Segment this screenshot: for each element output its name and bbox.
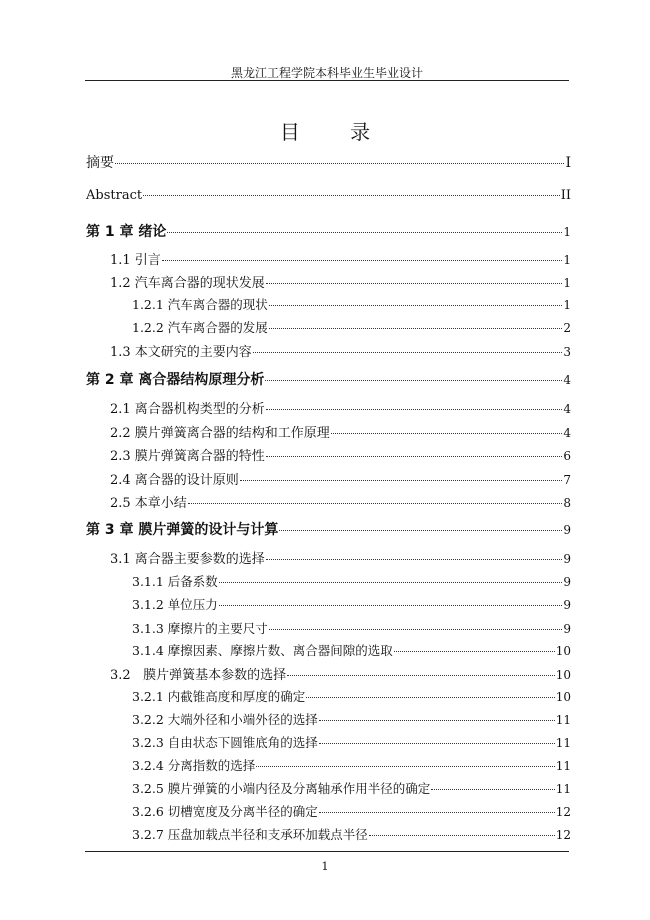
toc-entry-label: 2.1 离合器机构类型的分析 [110,402,265,417]
dot-leader [319,812,555,813]
toc-entry-section[interactable] [110,422,571,441]
toc-entry-label: 摘要 [86,155,114,171]
dot-leader [319,743,555,744]
toc-entry-page: 11 [555,782,571,796]
toc-entry-page: 12 [555,828,571,842]
toc-entry-page: 10 [555,690,571,704]
dot-leader [431,789,554,790]
dot-leader [319,720,555,721]
dot-leader [253,352,563,353]
toc-entry-subsection[interactable] [132,595,571,613]
toc-entry-subsection[interactable] [132,756,571,774]
toc-entry-section[interactable] [110,548,571,567]
toc-entry-label: 2.2 膜片弹簧离合器的结构和工作原理 [110,426,330,441]
dot-leader [269,305,563,306]
dot-leader [188,503,563,504]
toc-entry-page: 11 [555,759,571,773]
dot-leader [269,629,563,630]
toc-entry-page: 10 [555,668,571,682]
toc-entry-label: 3.1 离合器主要参数的选择 [110,552,265,567]
toc-entry-section[interactable] [110,492,571,511]
dot-leader [219,605,563,606]
toc-entry-label: 1.3 本文研究的主要内容 [110,345,252,360]
toc-entry-label: 2.5 本章小结 [110,496,187,511]
toc-entry-label: 3.1.4 摩擦因素、摩擦片数、离合器间隙的选取 [132,643,393,658]
toc-entry-subsection[interactable] [132,779,571,797]
toc-entry-chapter-2[interactable] [86,369,571,389]
toc-entry-section[interactable] [110,664,571,683]
toc-entry-page: I [565,155,571,171]
toc-entry-page: 4 [563,373,571,387]
toc-entry-label: 3.1.2 单位压力 [132,597,218,612]
toc-entry-label: 第 3 章 膜片弹簧的设计与计算 [86,522,279,538]
dot-leader [115,163,564,164]
toc-entry-page: 10 [555,644,571,658]
page-number: 1 [321,860,329,873]
toc-entry-page: 7 [563,473,571,487]
toc-entry-page: 11 [555,713,571,727]
toc-entry-label: 2.4 离合器的设计原则 [110,473,239,488]
dot-leader [167,232,562,233]
dot-leader [369,835,555,836]
toc-entry-label: 第 1 章 绪论 [86,224,167,240]
toc-entry-label: 3.1.3 摩擦片的主要尺寸 [132,621,268,636]
toc-entry-label: 3.1.1 后备系数 [132,574,218,589]
toc-entry-subsection[interactable] [132,710,571,728]
dot-leader [287,675,555,676]
toc-entry-section[interactable] [110,398,571,417]
dot-leader [331,433,563,434]
toc-entry-page: 2 [563,321,571,335]
dot-leader [279,530,562,531]
toc-entry-subsection[interactable] [132,825,571,843]
toc-entry-label: 1.1 引言 [110,253,161,268]
dot-leader [219,582,563,583]
toc-entry-label: 第 2 章 离合器结构原理分析 [86,372,265,388]
toc-entry-subsection[interactable] [132,687,571,705]
toc-title: 目 录 [279,120,393,144]
toc-entry-page: 6 [563,449,571,463]
footer-rule [85,851,569,852]
toc-entry-page: 4 [563,402,571,416]
toc-entry-section[interactable] [110,249,571,268]
dot-leader [266,283,563,284]
toc-entry-subsection[interactable] [132,572,571,590]
dot-leader [240,480,563,481]
toc-entry-page: 9 [563,622,571,636]
toc-entry-label: 3.2.1 内截锥高度和厚度的确定 [132,689,306,704]
toc-entry-chapter-1[interactable] [86,221,571,241]
toc-entry-section[interactable] [110,445,571,464]
running-header: 黑龙江工程学院本科毕业生毕业设计 [230,66,423,80]
dot-leader [306,697,554,698]
toc-entry-abstract-en[interactable] [86,188,571,203]
dot-leader [162,260,563,261]
dot-leader [266,409,563,410]
dot-leader [265,380,562,381]
toc-entry-page: 1 [563,298,571,312]
toc-entry-page: 1 [563,225,571,239]
toc-entry-page: 11 [555,736,571,750]
dot-leader [394,651,555,652]
toc-entry-page: 1 [563,253,571,267]
toc-entry-page: II [560,188,571,203]
toc-entry-label: 3.2.7 压盘加载点半径和支承环加载点半径 [132,827,368,842]
dot-leader [266,456,563,457]
toc-entry-subsection[interactable] [132,641,571,659]
toc-entry-subsection[interactable] [132,733,571,751]
toc-entry-page: 9 [563,523,571,537]
dot-leader [143,195,560,196]
toc-entry-page: 12 [555,805,571,819]
toc-entry-section[interactable] [110,341,571,360]
dot-leader [266,559,563,560]
toc-entry-subsection[interactable] [132,318,571,336]
toc-entry-label: 3.2.6 切槽宽度及分离半径的确定 [132,804,318,819]
toc-entry-subsection[interactable] [132,802,571,820]
toc-entry-section[interactable] [110,272,571,291]
toc-entry-label: Abstract [86,188,143,203]
toc-entry-page: 9 [563,575,571,589]
toc-entry-section[interactable] [110,469,571,488]
toc-entry-abstract-cn[interactable] [86,152,571,172]
toc-entry-page: 4 [563,426,571,440]
toc-entry-subsection[interactable] [132,619,571,637]
toc-entry-page: 1 [563,276,571,290]
toc-entry-label: 3.2.2 大端外径和小端外径的选择 [132,712,318,727]
toc-entry-label: 2.3 膜片弹簧离合器的特性 [110,449,265,464]
dot-leader [269,328,563,329]
toc-entry-chapter-3[interactable] [86,519,571,539]
toc-entry-label: 1.2 汽车离合器的现状发展 [110,276,265,291]
dot-leader [256,766,554,767]
toc-entry-label: 1.2.1 汽车离合器的现状 [132,297,268,312]
toc-entry-label: 3.2.4 分离指数的选择 [132,758,256,773]
toc-entry-label: 3.2 膜片弹簧基本参数的选择 [110,668,287,683]
toc-entry-label: 1.2.2 汽车离合器的发展 [132,320,268,335]
toc-entry-page: 9 [563,598,571,612]
toc-entry-page: 3 [563,345,571,359]
toc-entry-page: 8 [563,496,571,510]
toc-entry-label: 3.2.5 膜片弹簧的小端内径及分离轴承作用半径的确定 [132,781,431,796]
toc-entry-label: 3.2.3 自由状态下圆锥底角的选择 [132,735,318,750]
toc-entry-page: 9 [563,552,571,566]
toc-entry-subsection[interactable] [132,295,571,313]
